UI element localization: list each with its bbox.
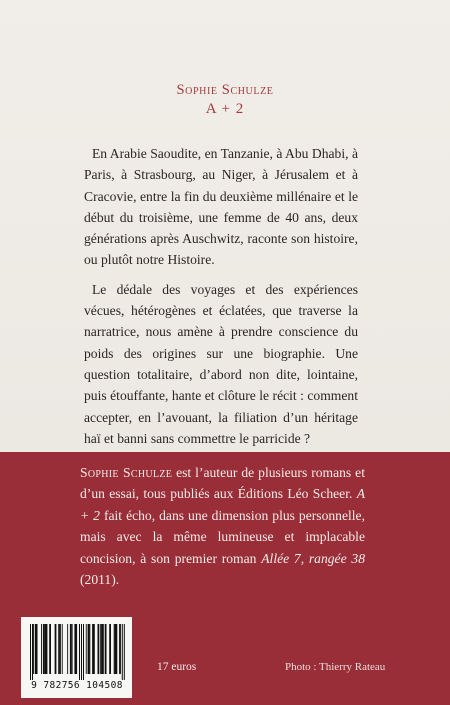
photo-credit: Photo : Thierry Rateau: [285, 661, 386, 673]
blurb-paragraph-1: En Arabie Saoudite, en Tanzanie, à Abu Dhabi, à Paris, à Strasbourg, au Niger, à Jérusalem et à Cracovie, entre la fin du deuxième millénaire et le début du troisième, une femme de 40 ans, deux générations après Auschwitz, raconte son histoire, ou plutôt notre Histoire.: [84, 146, 358, 268]
bio-book-title-2: Allée 7, rangée 38: [261, 550, 365, 566]
barcode-bar: [124, 624, 125, 680]
barcode-bar: [86, 624, 87, 674]
barcode-bar: [114, 624, 115, 674]
barcode-bar: [32, 624, 33, 680]
barcode-bar: [70, 624, 72, 674]
bio-text-2: fait écho, dans une dimension plus personnelle, mais avec la même lumineuse et implacable concision, à son premier roman: [80, 507, 365, 566]
bio-text-3: (2011).: [80, 572, 120, 588]
barcode-bar: [45, 624, 48, 674]
barcode-bar: [41, 624, 42, 674]
barcode-bar: [33, 624, 34, 674]
barcode-bar: [101, 624, 104, 674]
barcode-bar: [83, 624, 84, 680]
barcode-bar: [119, 624, 121, 674]
barcode-bar: [92, 624, 95, 674]
barcode-bar: [88, 624, 90, 674]
barcode-bar: [89, 624, 90, 674]
barcode-bar: [122, 624, 123, 680]
author-name: Sophie Schulze: [176, 82, 274, 98]
price: 17 euros: [157, 661, 197, 673]
barcode-bar: [98, 624, 100, 674]
barcode-bar: [30, 624, 31, 680]
barcode-bar: [43, 624, 45, 674]
blurb-paragraph-2: Le dédale des voyages et des expériences vécues, hétérogènes et éclatées, que traverse la narratrice, nous amène à prendre conscience du poids des origines sur une biographie. Une question totalitaire, d’abord non dite, lointaine, puis étouffante, hante et clôture le récit : comment accepter, en l’avouant, la filiation d’un héritage haï et banni sans commettre le parricide ?: [84, 281, 358, 446]
isbn-number: 9 782756 104508: [31, 680, 123, 691]
barcode-bar: [55, 624, 57, 674]
barcode-bar: [49, 624, 51, 674]
bio-text-1: est l’auteur de plusieurs romans et d’un essai, tous publiés aux Éditions Léo Scheer.: [80, 465, 365, 502]
barcode-bar: [67, 624, 68, 674]
barcode-bar: [109, 624, 111, 674]
bio-book-title-1: A + 2: [80, 486, 365, 523]
barcode-bar: [115, 624, 118, 674]
barcode-bar: [35, 624, 38, 674]
bio-author-name: Sophie Schulze: [80, 465, 173, 480]
barcode-bar: [58, 624, 59, 674]
barcode-bar: [59, 624, 61, 674]
barcode-panel: [21, 617, 132, 698]
barcode-bar: [79, 624, 80, 680]
book-title: A + 2: [205, 101, 245, 117]
blurb: [84, 143, 358, 457]
barcode-bar: [62, 624, 63, 674]
barcode-bar: [105, 624, 107, 674]
author-bio: [80, 462, 365, 590]
barcode-image: [28, 624, 125, 680]
barcode-bar: [81, 624, 82, 680]
barcode-bar: [72, 624, 73, 674]
barcode-bar: [100, 624, 101, 674]
barcode-bar: [74, 624, 77, 674]
